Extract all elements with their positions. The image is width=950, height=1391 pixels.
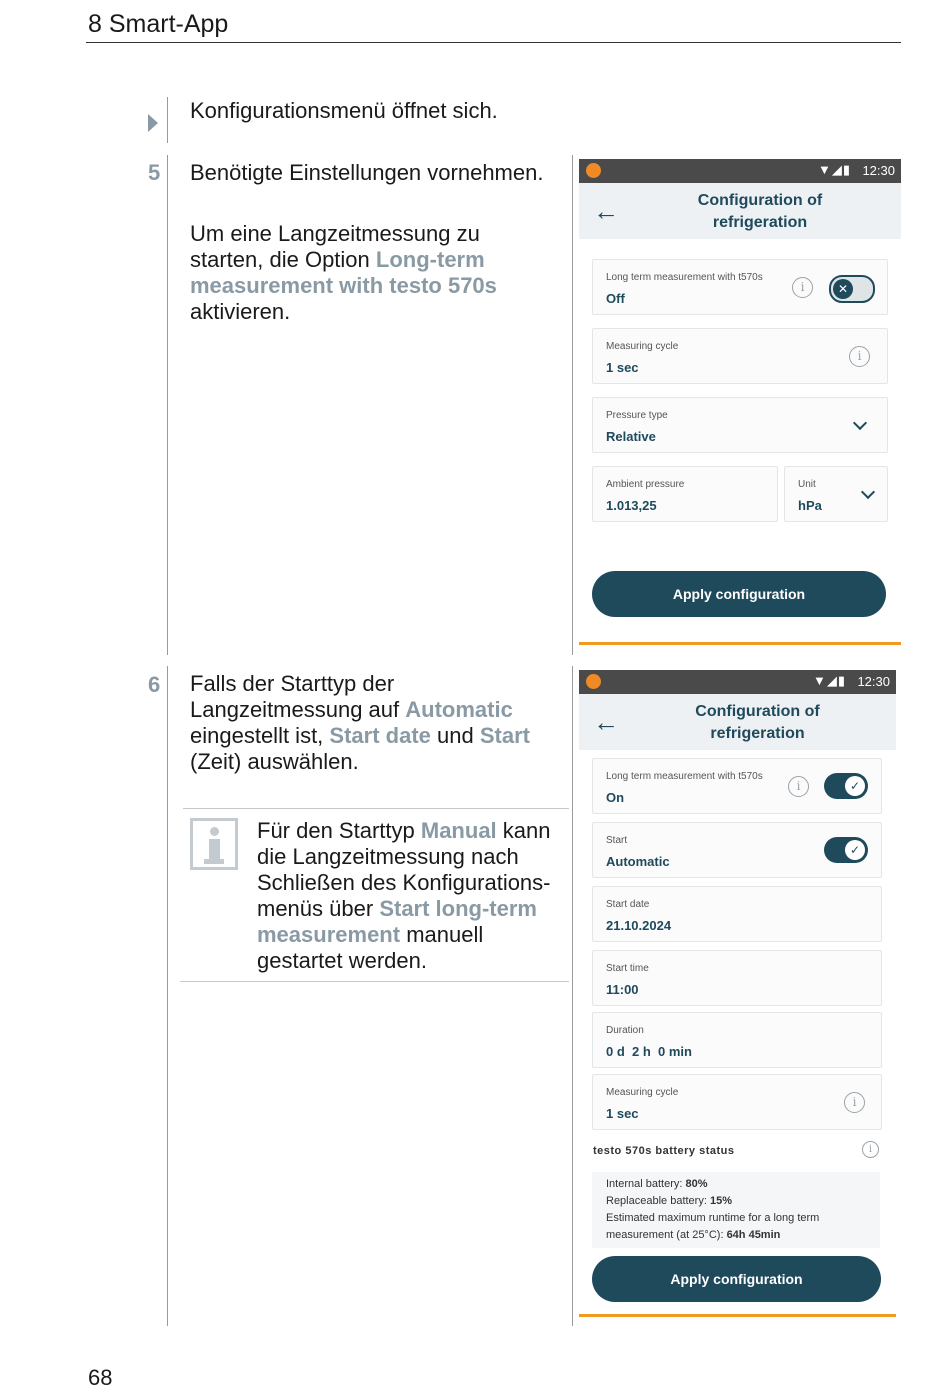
duration-field[interactable] (592, 1012, 882, 1068)
info-icon[interactable]: i (788, 776, 809, 797)
step-number-5: 5 (148, 160, 161, 185)
start-card[interactable] (592, 822, 882, 878)
long-term-toggle[interactable] (829, 275, 875, 303)
internal-battery-value: 80% (685, 1178, 708, 1190)
apply-configuration-button[interactable]: Apply configuration (592, 571, 886, 617)
note-text-part: manuell (406, 922, 484, 947)
start-date-label: Start date (606, 899, 650, 910)
chevron-down-icon (853, 416, 867, 430)
accent-bar (579, 1314, 896, 1317)
app-bar (579, 694, 896, 750)
screen-title-line-1: Configuration of (697, 192, 823, 209)
note-highlight: Manual (420, 818, 497, 843)
note-line-6: gestartet werden. (257, 948, 427, 973)
result-text: Konfigurationsmenü öffnet sich. (190, 98, 498, 123)
note-line-3: Schließen des Konfigurations- (257, 870, 551, 895)
runtime-label: measurement (at 25°C): (606, 1229, 724, 1241)
status-time: 12:30 (862, 163, 895, 178)
apply-configuration-button[interactable]: Apply configuration (592, 1256, 881, 1302)
step6-text: eingestellt ist, (190, 723, 324, 748)
step5-right-vline (572, 155, 573, 655)
info-icon[interactable]: i (792, 277, 813, 298)
unit-label: Unit (798, 479, 816, 490)
step6-line-4: (Zeit) auswählen. (190, 749, 359, 774)
screen-title (639, 701, 876, 745)
long-term-toggle[interactable] (824, 773, 868, 799)
note-text-part: Für den Starttyp (257, 818, 415, 843)
screen-title (639, 190, 881, 234)
close-icon: ✕ (833, 279, 853, 299)
replaceable-battery-value: 15% (709, 1195, 732, 1207)
battery-status-title: testo 570s battery status (593, 1145, 735, 1157)
step6-highlight: Automatic (405, 697, 513, 722)
start-time-field[interactable] (592, 950, 882, 1006)
app-logo-icon (586, 674, 601, 689)
info-icon[interactable]: i (844, 1092, 865, 1113)
internal-battery-row (606, 1176, 880, 1193)
check-icon: ✓ (845, 840, 865, 860)
screen-title-line-2: refrigeration (712, 214, 808, 231)
info-icon[interactable]: i (849, 346, 870, 367)
measuring-cycle-value: 1 sec (606, 1106, 639, 1121)
start-time-value: 11:00 (606, 982, 639, 997)
check-icon: ✓ (845, 776, 865, 796)
duration-value: 0 d 2 h 0 min (606, 1044, 692, 1059)
pressure-type-value: Relative (606, 429, 656, 444)
long-term-card[interactable] (592, 259, 888, 315)
note-text-part: menüs über (257, 896, 374, 921)
chevron-down-icon (861, 485, 875, 499)
signal-battery-icons: ▼◢▮ (812, 673, 846, 688)
measuring-cycle-label: Measuring cycle (606, 1087, 679, 1098)
step6-left-vline (167, 666, 168, 1326)
start-date-field[interactable] (592, 886, 882, 942)
long-term-value: Off (606, 291, 625, 306)
start-time-label: Start time (606, 963, 649, 974)
pressure-type-select[interactable] (592, 397, 888, 453)
step6-paragraph (190, 671, 568, 775)
step-number-6: 6 (148, 672, 161, 697)
runtime-line-1: Estimated maximum runtime for a long term (606, 1212, 820, 1224)
info-note-icon (190, 818, 238, 870)
note-highlight: measurement (257, 922, 401, 947)
screen-title-line-2: refrigeration (710, 725, 805, 742)
step5-text: starten, die Option (190, 247, 370, 272)
step6-text: Langzeitmessung auf (190, 697, 400, 722)
signal-battery-icons: ▼◢▮ (817, 162, 851, 177)
header-rule (86, 42, 901, 43)
long-term-value: On (606, 790, 625, 805)
runtime-value: 64h 45min (726, 1229, 781, 1241)
result-arrow-icon (148, 114, 158, 132)
app-bar (579, 183, 901, 239)
step6-right-vline (572, 666, 573, 1326)
step5-line-2 (190, 247, 560, 273)
accent-bar (579, 642, 901, 645)
chapter-title: 8 Smart-App (88, 10, 229, 38)
measuring-cycle-value: 1 sec (606, 360, 639, 375)
measuring-cycle-label: Measuring cycle (606, 341, 679, 352)
status-time: 12:30 (857, 674, 890, 689)
note-text-part: kann (502, 818, 551, 843)
ambient-pressure-label: Ambient pressure (606, 479, 685, 490)
step5-left-vline (167, 155, 168, 655)
info-dot (210, 827, 219, 836)
ambient-pressure-field[interactable] (592, 466, 778, 522)
duration-label: Duration (606, 1025, 644, 1036)
step5-line-1: Um eine Langzeitmessung zu (190, 221, 480, 246)
pressure-type-label: Pressure type (606, 410, 668, 421)
note-line-4 (257, 896, 569, 922)
unit-value: hPa (798, 498, 822, 513)
status-bar (579, 159, 901, 183)
step5-line-4: aktivieren. (190, 299, 291, 324)
info-base (204, 859, 224, 864)
step5-instruction: Benötigte Einstellungen vornehmen. (190, 160, 544, 185)
unit-select[interactable] (784, 466, 888, 522)
start-value: Automatic (606, 854, 670, 869)
screen-title-line-1: Configuration of (695, 703, 820, 720)
step6-line-3 (190, 723, 568, 749)
step6-line-2 (190, 697, 568, 723)
measuring-cycle-card[interactable] (592, 1074, 882, 1130)
step5-highlight-2: measurement with testo 570s (190, 273, 497, 298)
info-icon[interactable]: i (862, 1141, 879, 1158)
start-toggle[interactable] (824, 837, 868, 863)
step5-highlight: Long-term (375, 247, 485, 272)
battery-status-box (592, 1172, 880, 1248)
note-bottom-rule (180, 981, 569, 982)
start-date-value: 21.10.2024 (606, 918, 672, 933)
step6-line-1: Falls der Starttyp der (190, 671, 395, 696)
runtime-line-2 (606, 1227, 880, 1244)
ambient-pressure-value: 1.013,25 (606, 498, 657, 513)
info-bar (209, 839, 220, 861)
app-logo-icon (586, 163, 601, 178)
step5-paragraph (190, 221, 560, 325)
long-term-label: Long term measurement with t570s (606, 272, 763, 283)
note-highlight: Start long-term (379, 896, 537, 921)
step6-highlight: Start date (329, 723, 431, 748)
internal-battery-label: Internal battery: (606, 1178, 683, 1190)
step6-highlight: Start (479, 723, 530, 748)
step6-text: und (437, 723, 474, 748)
result-vline (167, 97, 168, 143)
note-top-rule (183, 808, 569, 809)
replaceable-battery-row (606, 1193, 880, 1210)
back-arrow-icon[interactable]: ← (593, 707, 619, 737)
measuring-cycle-card[interactable] (592, 328, 888, 384)
long-term-label: Long term measurement with t570s (606, 771, 763, 782)
status-bar (579, 670, 896, 694)
page-number: 68 (88, 1365, 113, 1390)
phone-screen-1 (579, 159, 901, 649)
note-line-2: die Langzeitmessung nach (257, 844, 519, 869)
note-line-5 (257, 922, 569, 948)
start-label: Start (606, 835, 628, 846)
note-line-1 (257, 818, 569, 844)
replaceable-battery-label: Replaceable battery: (606, 1195, 707, 1207)
long-term-card[interactable] (592, 758, 882, 814)
back-arrow-icon[interactable]: ← (593, 196, 619, 226)
note-text (257, 818, 569, 974)
phone-screen-2 (579, 670, 896, 1320)
